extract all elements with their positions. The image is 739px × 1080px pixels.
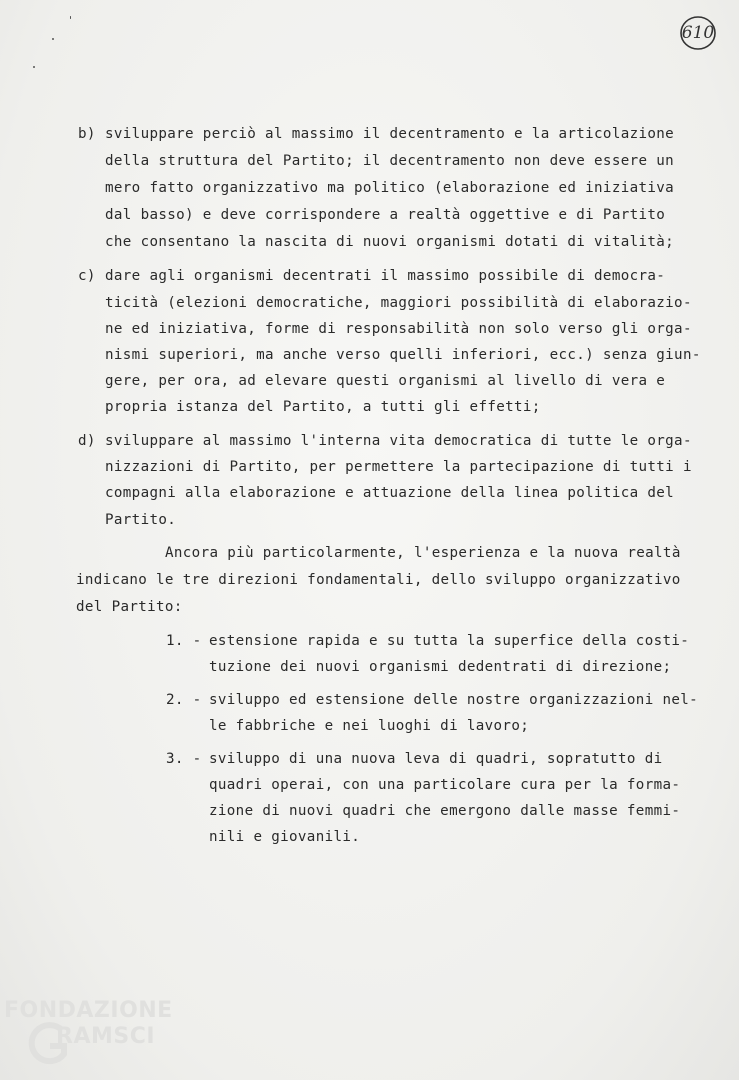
fondazione-gramsci-watermark	[4, 998, 194, 1078]
watermark-line-2: RAMSCI	[56, 1024, 156, 1049]
item-c-line-1: dare agli organismi decentrati il massimo possibile di democra-	[105, 268, 666, 284]
item-b-line-4: dal basso) e deve corrispondere a realtà oggettive e di Partito	[105, 207, 666, 223]
item-d-line-3: compagni alla elaborazione e attuazione della linea politica del	[105, 485, 675, 501]
scan-speck	[70, 16, 71, 19]
item-d-line-2: nizzazioni di Partito, per permettere la partecipazione di tutti i	[105, 459, 692, 475]
watermark-line-1: FONDAZIONE	[4, 998, 173, 1023]
item-d-line-1: sviluppare al massimo l'interna vita democratica di tutte le orga-	[105, 433, 692, 449]
numbered-item-3-line-2: quadri operai, con una particolare cura per la forma-	[209, 777, 681, 793]
numbered-item-3-line-1: sviluppo di una nuova leva di quadri, sopratutto di	[209, 751, 663, 767]
paragraph-line-1: Ancora più particolarmente, l'esperienza e la nuova realtà	[165, 545, 681, 561]
numbered-item-2-line-2: le fabbriche e nei luoghi di lavoro;	[209, 718, 530, 734]
item-c-line-3: ne ed iniziativa, forme di responsabilità non solo verso gli orga-	[105, 321, 692, 337]
numbered-item-1-number: 1. -	[166, 633, 202, 649]
item-c-line-2: ticità (elezioni democratiche, maggiori possibilità di elaborazio-	[105, 295, 692, 311]
paragraph-line-2: indicano le tre direzioni fondamentali, dello sviluppo organizzativo	[76, 572, 681, 588]
item-c-line-6: propria istanza del Partito, a tutti gli effetti;	[105, 399, 541, 415]
item-b-line-2: della struttura del Partito; il decentramento non deve essere un	[105, 153, 675, 169]
item-b-line-5: che consentano la nascita di nuovi organismi dotati di vitalità;	[105, 234, 675, 250]
item-c-line-5: gere, per ora, ad elevare questi organismi al livello di vera e	[105, 373, 666, 389]
scan-speck	[33, 66, 35, 68]
numbered-item-2-line-1: sviluppo ed estensione delle nostre organizzazioni nel-	[209, 692, 699, 708]
item-b-marker: b)	[78, 126, 96, 142]
page-number-text: 610	[681, 23, 715, 43]
numbered-item-3-line-3: zione di nuovi quadri che emergono dalle masse femmi-	[209, 803, 681, 819]
item-c-line-4: nismi superiori, ma anche verso quelli inferiori, ecc.) senza giun-	[105, 347, 701, 363]
item-c-marker: c)	[78, 268, 96, 284]
page-number-stamp	[678, 14, 718, 52]
item-d-line-4: Partito.	[105, 512, 177, 528]
numbered-item-1-line-2: tuzione dei nuovi organismi dedentrati di direzione;	[209, 659, 672, 675]
numbered-item-3-number: 3. -	[166, 751, 202, 767]
numbered-item-3-line-4: nili e giovanili.	[209, 829, 361, 845]
paragraph-line-3: del Partito:	[76, 599, 183, 615]
numbered-item-1-line-1: estensione rapida e su tutta la superfice della costi-	[209, 633, 690, 649]
item-b-line-1: sviluppare perciò al massimo il decentramento e la articolazione	[105, 126, 675, 142]
scan-speck	[52, 38, 54, 40]
numbered-item-2-number: 2. -	[166, 692, 202, 708]
item-d-marker: d)	[78, 433, 96, 449]
item-b-line-3: mero fatto organizzativo ma politico (elaborazione ed iniziativa	[105, 180, 675, 196]
